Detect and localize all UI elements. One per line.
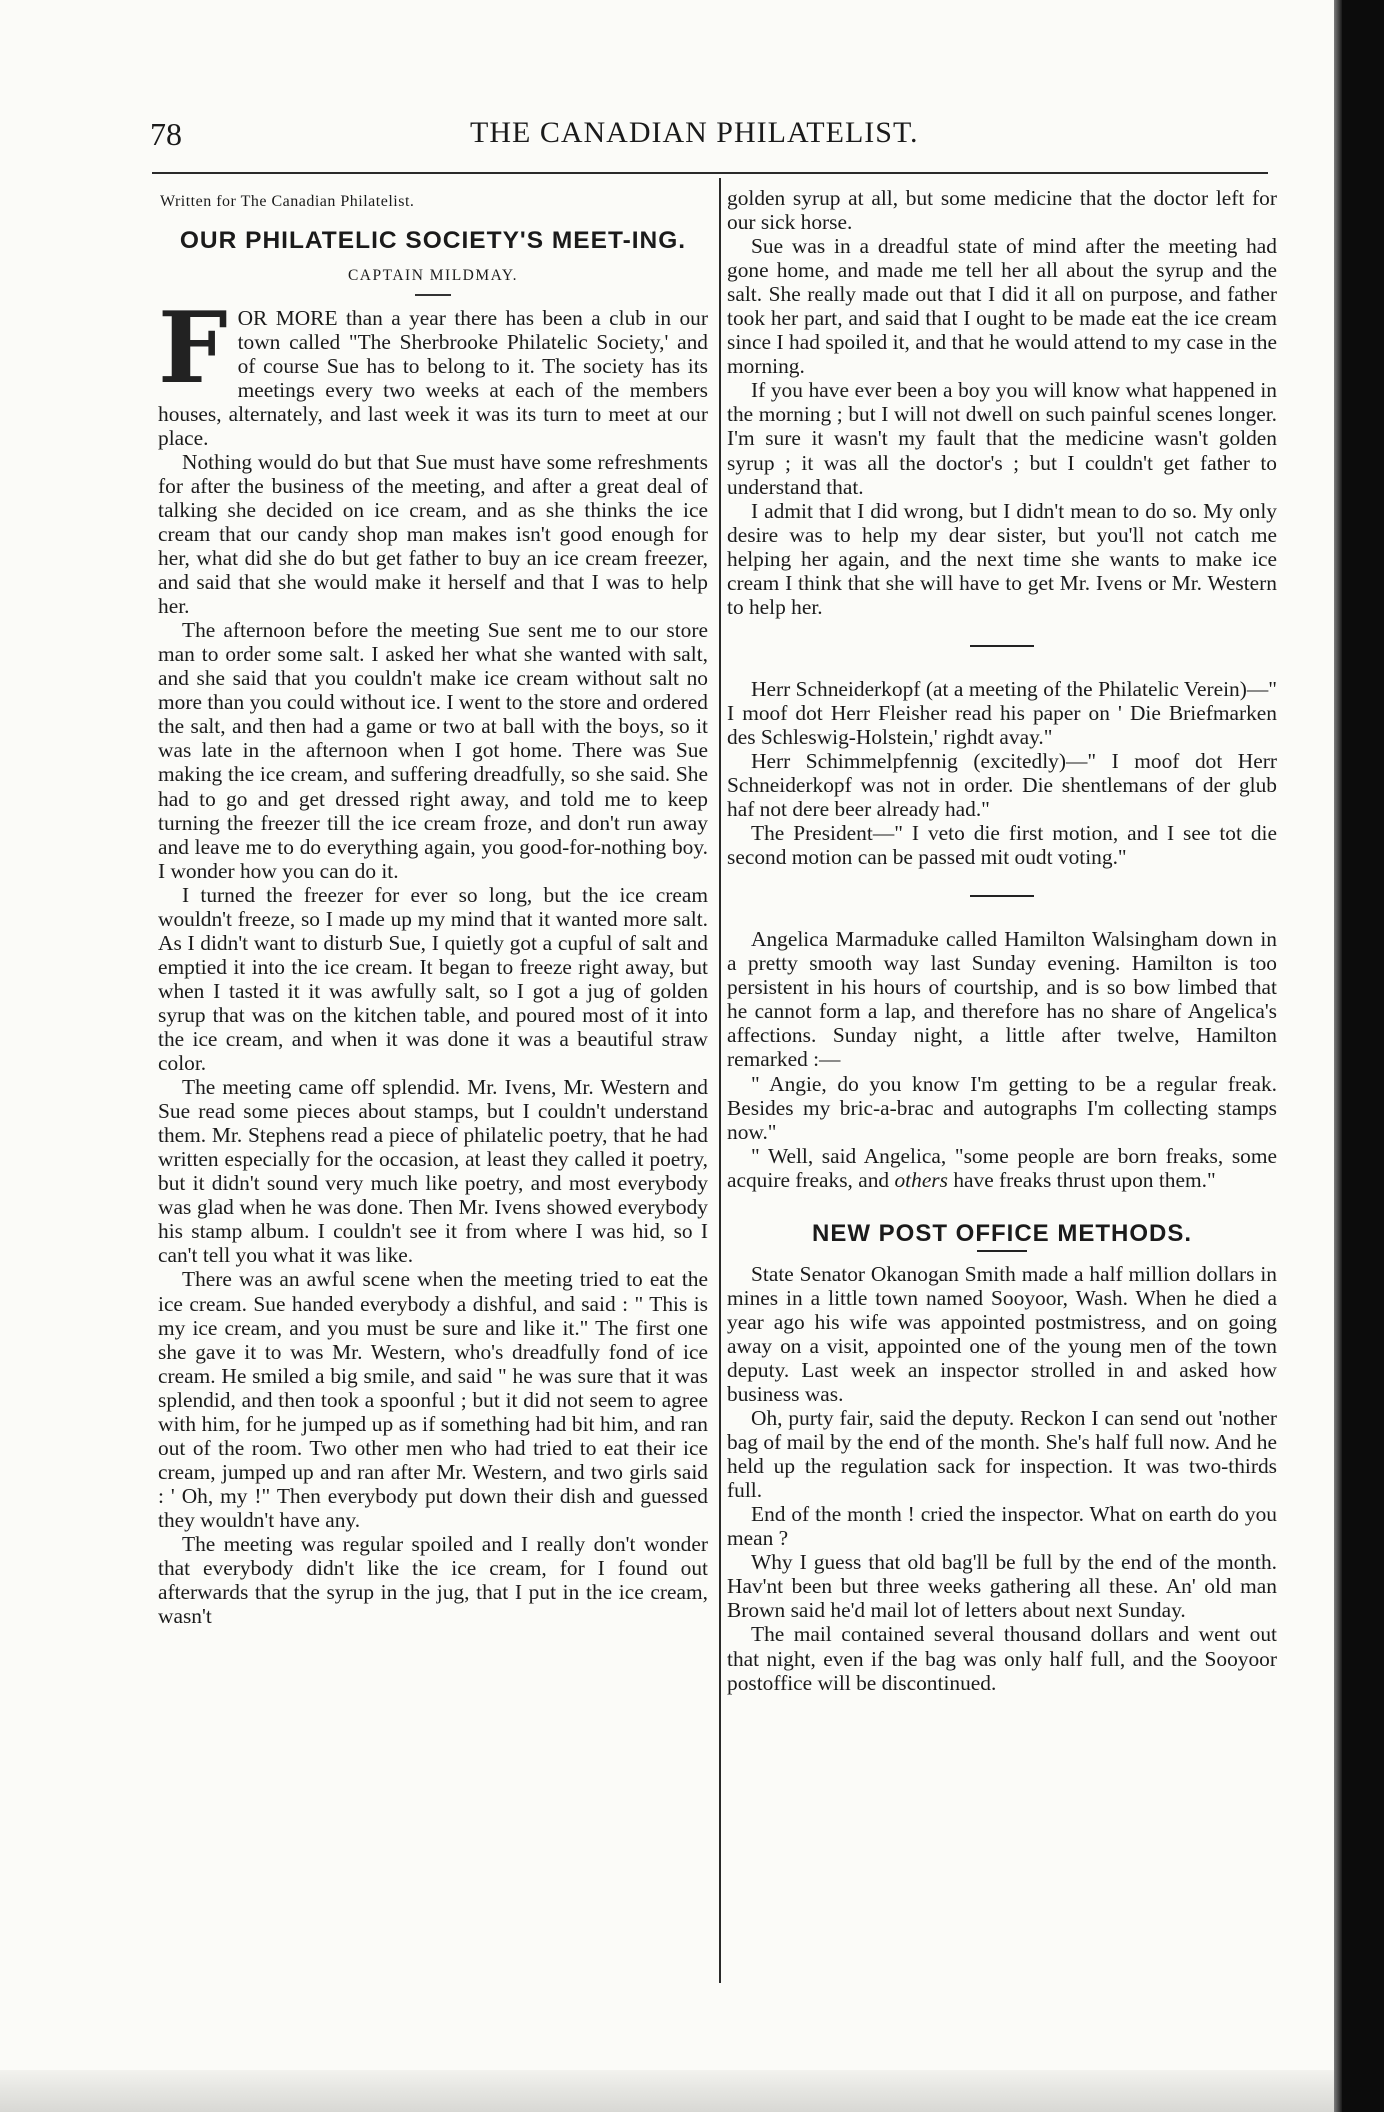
emphasis-text: others [894,1167,948,1192]
paragraph: The meeting was regular spoiled and I really don't wonder that everybody didn't like the ice cream, for I found out afterwards that the syrup in the jug, that I put in the ice cream, wasn't [158,1531,708,1629]
section-separator [970,895,1034,897]
section-separator [970,645,1034,647]
paragraph: Why I guess that old bag'll be full by the end of the month. Hav'nt been but three weeks gathering all these. An' old man Brown said he'd mail lot of letters about next Sunday. [727,1550,1277,1623]
paragraph-text: " Well, said Angelica, "some people are born freaks, some acquire freaks, and [727,1143,1277,1192]
paragraph: There was an awful scene when the meeting tried to eat the ice cream. Sue handed everybody a dishful, and said : " This is my ice cream, and you must be sure and like it." The first one she gave it to was Mr. Western, who's dreadfully fond of ice cream. He smiled a big smile, and said " he was sure that it was splendid, and then took a spoonful ; but it did not seem to agree with him, for he jumped up as if something had bit him, and ran out of the room. Two other men who had tried to eat their ice cream, jumped up and ran after Mr. Western, and two girls said : ' Oh, my !" Then everybody put down their dish and guessed they wouldn't have any. [158,1267,708,1532]
paragraph [727,1144,1277,1192]
article-author: CAPTAIN MILDMAY. [347,267,519,285]
left-column [158,186,708,1628]
page-header [150,112,1280,162]
paragraph: Angelica Marmaduke called Hamilton Walsingham down in a pretty smooth way last Sunday evening. Hamilton is too persistent in his hours of courtship, and is so bow limbed that he cannot form a lap, and therefore has no share of Angelica's affections. Sunday night, a little after twelve, Hamilton remarked :— [727,927,1277,1072]
paragraph: golden syrup at all, but some medicine that the doctor left for our sick horse. [727,186,1277,235]
paragraph: Herr Schneiderkopf (at a meeting of the Philatelic Verein)—" I moof dot Herr Fleisher read his paper on ' Die Briefmarken des Schleswig-Holstein,' righdt avay." [727,676,1277,749]
page-bottom-edge [0,2070,1334,2112]
header-rule [152,172,1268,174]
article-title-2: NEW POST OFFICE METHODS. [811,1219,1192,1247]
paragraph: End of the month ! cried the inspector. What on earth do you mean ? [727,1502,1277,1551]
paragraph: The meeting came off splendid. Mr. Ivens, Mr. Western and Sue read some pieces about stamps, but I couldn't understand them. Mr. Stephens read a piece of philatelic poetry, that he had written especially for the occasion, at least they called it poetry, but it didn't sound very much like poetry, and most everybody was glad when he was done. Then Mr. Ivens showed everybody his stamp album. I couldn't see it from where I was hid, so I can't tell you what it was like. [158,1075,708,1268]
paragraph: Oh, purty fair, said the deputy. Reckon I can send out 'nother bag of mail by the end of the month. She's half full now. And he held up the regulation sack for inspection. It was two-thirds full. [727,1406,1277,1503]
right-column [727,186,1277,1695]
paragraph: Sue was in a dreadful state of mind after the meeting had gone home, and made me tell her all about the syrup and the salt. She really made out that I did it all on purpose, and father took her part, and said that I ought to be made eat the ice cream since I had spoiled it, and that he would attend to my case in the morning. [727,234,1277,379]
article-title: OUR PHILATELIC SOCIETY'S MEET-ING. [179,227,687,255]
journal-title: THE CANADIAN PHILATELIST. [470,116,919,149]
paragraph: " Angie, do you know I'm getting to be a regular freak. Besides my bric-a-brac and autographs I'm collecting stamps now." [727,1071,1277,1144]
paragraph: I turned the freezer for ever so long, but the ice cream wouldn't freeze, so I made up my mind that it wanted more salt. As I didn't want to disturb Sue, I quietly got a cupful of salt and emptied it into the ice cream. It began to freeze right away, but when I tasted it it was awfully salt, so I got a jug of golden syrup that was on the kitchen table, and poured most of it into the ice cream, and when it was done it was a beautiful straw color. [158,882,708,1076]
drop-cap: F [158,290,228,406]
page-number: 78 [150,116,182,152]
paragraph [158,290,708,450]
paragraph: The President—" I veto die first motion, and I see tot die second motion can be passed mit oudt voting." [727,821,1277,870]
paragraph: Nothing would do but that Sue must have some refreshments for after the business of the meeting, and after a great deal of talking she decided on ice cream, and as she thinks the ice cream that our candy shop man makes isn't good enough for her, what did she do but get father to buy an ice cream freezer, and said that she would make it herself and that I was to help her. [158,449,708,619]
paragraph: State Senator Okanogan Smith made a half million dollars in mines in a little town named Sooyoor, Wash. When he died a year ago his wife was appointed postmistress, and on going away on a visit, appointed one of the young men of the town deputy. Last week an inspector strolled in and asked how business was. [727,1261,1277,1407]
paragraph-text: have freaks thrust upon them." [947,1167,1216,1192]
column-divider [719,178,721,1983]
page-edge-shadow [1334,0,1342,2112]
paragraph: If you have ever been a boy you will know what happened in the morning ; but I will not dwell on such painful scenes longer. I'm sure it wasn't my fault that the medicine wasn't golden syrup ; it was all the doctor's ; but I couldn't get father to understand that. [727,378,1277,499]
paragraph: The afternoon before the meeting Sue sent me to our store man to order some salt. I asked her what she wanted with salt, and she said that you couldn't make ice cream without salt no more than you could without ice. I went to the store and ordered the salt, and then had a game or two at ball with the boys, so it was late in the afternoon when I got home. There was Sue making the ice cream, and suffering dreadfully, so she said. She had to go and get dressed right away, and told me to keep turning the freezer till the ice cream froze, and don't run away and leave me to do everything again, you good-for-nothing boy. I wonder how you can do it. [158,618,708,883]
paragraph-text: OR MORE than a year there has been a club in our town called "The Sherbrooke Philatelic Society,' and of course Sue has to belong to it. The society has its meetings every two weeks at each of the members houses, alternately, and last week it was its turn to meet at our place. [158,305,708,450]
byline-note: Written for The Canadian Philatelist. [160,193,415,210]
paragraph: The mail contained several thousand dollars and went out that night, even if the bag was only half full, and the Sooyoor postoffice will be discontinued. [727,1622,1277,1695]
paragraph: I admit that I did wrong, but I didn't mean to do so. My only desire was to help my dear sister, but you'll not catch me helping her again, and the next time she wants to make ice cream I think that she will have to get Mr. Ivens or Mr. Western to help her. [727,498,1277,619]
author-rule [415,294,451,296]
title-rule [977,1250,1027,1252]
paragraph: Herr Schimmelpfennig (excitedly)—" I moof dot Herr Schneiderkopf was not in order. Die shentlemans of der glub haf not dere beer already had." [727,748,1277,822]
